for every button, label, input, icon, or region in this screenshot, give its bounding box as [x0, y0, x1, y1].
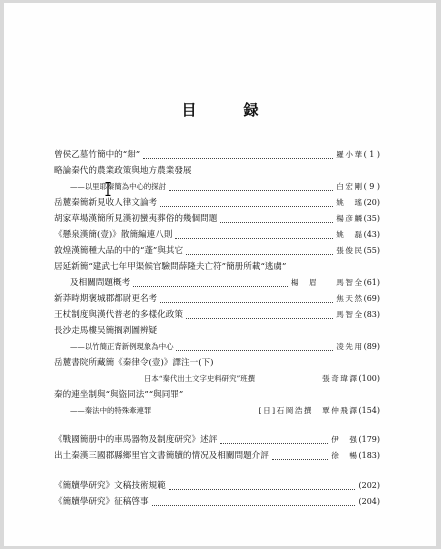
entry-page: (35)	[363, 214, 380, 223]
document-page	[4, 3, 436, 546]
text-cursor-icon	[105, 182, 111, 196]
entry-page: (20)	[363, 198, 380, 207]
toc-entry[interactable]	[54, 196, 380, 210]
leader-dots	[160, 302, 333, 303]
toc-entry[interactable]	[54, 164, 380, 178]
entry-page: (202)	[358, 481, 380, 490]
entry-author: 徐 暢	[331, 451, 359, 460]
entry-title: 《懸泉漢簡(壹)》散簡編連八則	[54, 230, 173, 240]
entry-page: (100)	[358, 374, 380, 383]
entry-author: 楊 眉 馬智全	[290, 278, 364, 287]
toc-entry[interactable]	[54, 449, 380, 463]
entry-page: (83)	[363, 310, 380, 319]
entry-author: 姚 磊	[336, 230, 364, 239]
entry-subtitle: 日本“秦代出土文字史料研究”班撰	[144, 374, 256, 383]
entry-author: 凌先用	[336, 342, 364, 351]
leader-dots	[272, 459, 328, 460]
entry-title: 《簡牘學研究》文稿技術規範	[54, 481, 166, 491]
entry-subtitle: ——以竹簡正背新例現象為中心	[70, 342, 174, 351]
entry-title: 胡家草場漢簡所見漢初蠻夷葬俗的幾個問題	[54, 214, 218, 224]
toc-entry[interactable]	[54, 324, 380, 338]
entry-page: (55)	[363, 246, 380, 255]
toc-entry[interactable]	[70, 180, 380, 194]
toc-entry[interactable]	[54, 148, 380, 162]
toc-entry[interactable]	[54, 495, 380, 509]
leader-dots	[220, 222, 333, 223]
entry-page: (43)	[363, 230, 380, 239]
leader-dots	[160, 206, 333, 207]
entry-author: 伊 强	[331, 435, 359, 444]
entry-title: 秦的連坐制與“與盜同法”“與同罪”	[54, 390, 184, 400]
entry-title: 岳麓書院所藏簡《秦律令(壹)》譯注一(下)	[54, 358, 214, 368]
leader-dots	[169, 190, 333, 191]
entry-title: 《簡牘學研究》征稿啓事	[54, 497, 149, 507]
entry-title: 居延新簡“建武七年甲渠候官驗問薛隆夫亡符”簡册所載“逃虜”	[54, 262, 287, 272]
entry-title: 曾侯乙墓竹簡中的“𤊼”	[54, 150, 141, 160]
entry-page: (69)	[363, 294, 380, 303]
entry-page: ( 1 )	[363, 150, 380, 159]
leader-dots	[186, 318, 333, 319]
entry-page: (204)	[358, 497, 380, 506]
page-title: 目 録	[181, 101, 275, 119]
leader-dots	[133, 286, 288, 287]
entry-title: 長沙走馬樓吴簡搁剥圖辨疑	[54, 326, 158, 336]
leader-dots	[175, 238, 333, 239]
entry-author: 楊彦麟	[336, 214, 364, 223]
toc-entry[interactable]	[54, 260, 380, 274]
toc-entry[interactable]	[54, 292, 380, 306]
entry-title: 《戰國簡册中的車馬器物及制度研究》述評	[54, 435, 218, 445]
entry-title: 敦煌漢簡種大品的中的“蓬”與其它	[54, 246, 184, 256]
entry-page: (183)	[358, 451, 380, 460]
entry-author: 馬智全	[336, 310, 364, 319]
leader-dots	[169, 489, 356, 490]
entry-title: 王杖制度與漢代普老的多樣化政策	[54, 310, 183, 320]
toc-entry[interactable]	[54, 433, 380, 447]
toc-entry[interactable]	[70, 276, 380, 290]
entry-page: (61)	[363, 278, 380, 287]
toc-entry[interactable]	[54, 228, 380, 242]
toc-entry[interactable]	[54, 388, 380, 402]
entry-author: 白宏剛	[336, 182, 364, 191]
entry-author: [日]石岡浩撰 覃仲飛譯	[258, 406, 359, 415]
entry-title: 岳麓秦簡新見收人律文論考	[54, 198, 158, 208]
toc-entry[interactable]	[70, 404, 380, 418]
entry-subtitle: ——以里耶秦簡為中心的探討	[70, 182, 167, 191]
leader-dots	[176, 350, 333, 351]
toc-entry[interactable]	[54, 244, 380, 258]
toc-entry[interactable]	[54, 308, 380, 322]
toc-entry[interactable]	[54, 479, 380, 493]
leader-dots	[186, 254, 333, 255]
leader-dots	[152, 505, 356, 506]
entry-author: 羅小華	[336, 150, 364, 159]
entry-subtitle: ——秦法中的特殊牽連罪	[70, 406, 152, 415]
leader-dots	[220, 443, 328, 444]
entry-subtitle: 及相關問題概考	[70, 278, 131, 288]
entry-page: (89)	[363, 342, 380, 351]
entry-page: ( 9 )	[363, 182, 380, 191]
entry-author: 張奇瑋譯	[322, 374, 359, 383]
entry-page: (179)	[358, 435, 380, 444]
entry-title: 出土秦漢三國郡縣鄉里官文書簡牘的情况及相關問題介評	[54, 451, 269, 461]
entry-title: 新莽時期褒城郡都尉更名考	[54, 294, 158, 304]
entry-author: 張俊民	[336, 246, 364, 255]
toc-entry[interactable]	[144, 372, 380, 386]
entry-author: 焦天然	[336, 294, 364, 303]
toc-entry[interactable]	[54, 212, 380, 226]
leader-dots	[143, 158, 333, 159]
entry-author: 姚 瑤	[336, 198, 364, 207]
entry-page: (154)	[358, 406, 380, 415]
toc-entry[interactable]	[54, 356, 380, 370]
entry-title: 略論秦代的農業政策與地方農業發展	[54, 166, 192, 176]
toc-entry[interactable]	[70, 340, 380, 354]
